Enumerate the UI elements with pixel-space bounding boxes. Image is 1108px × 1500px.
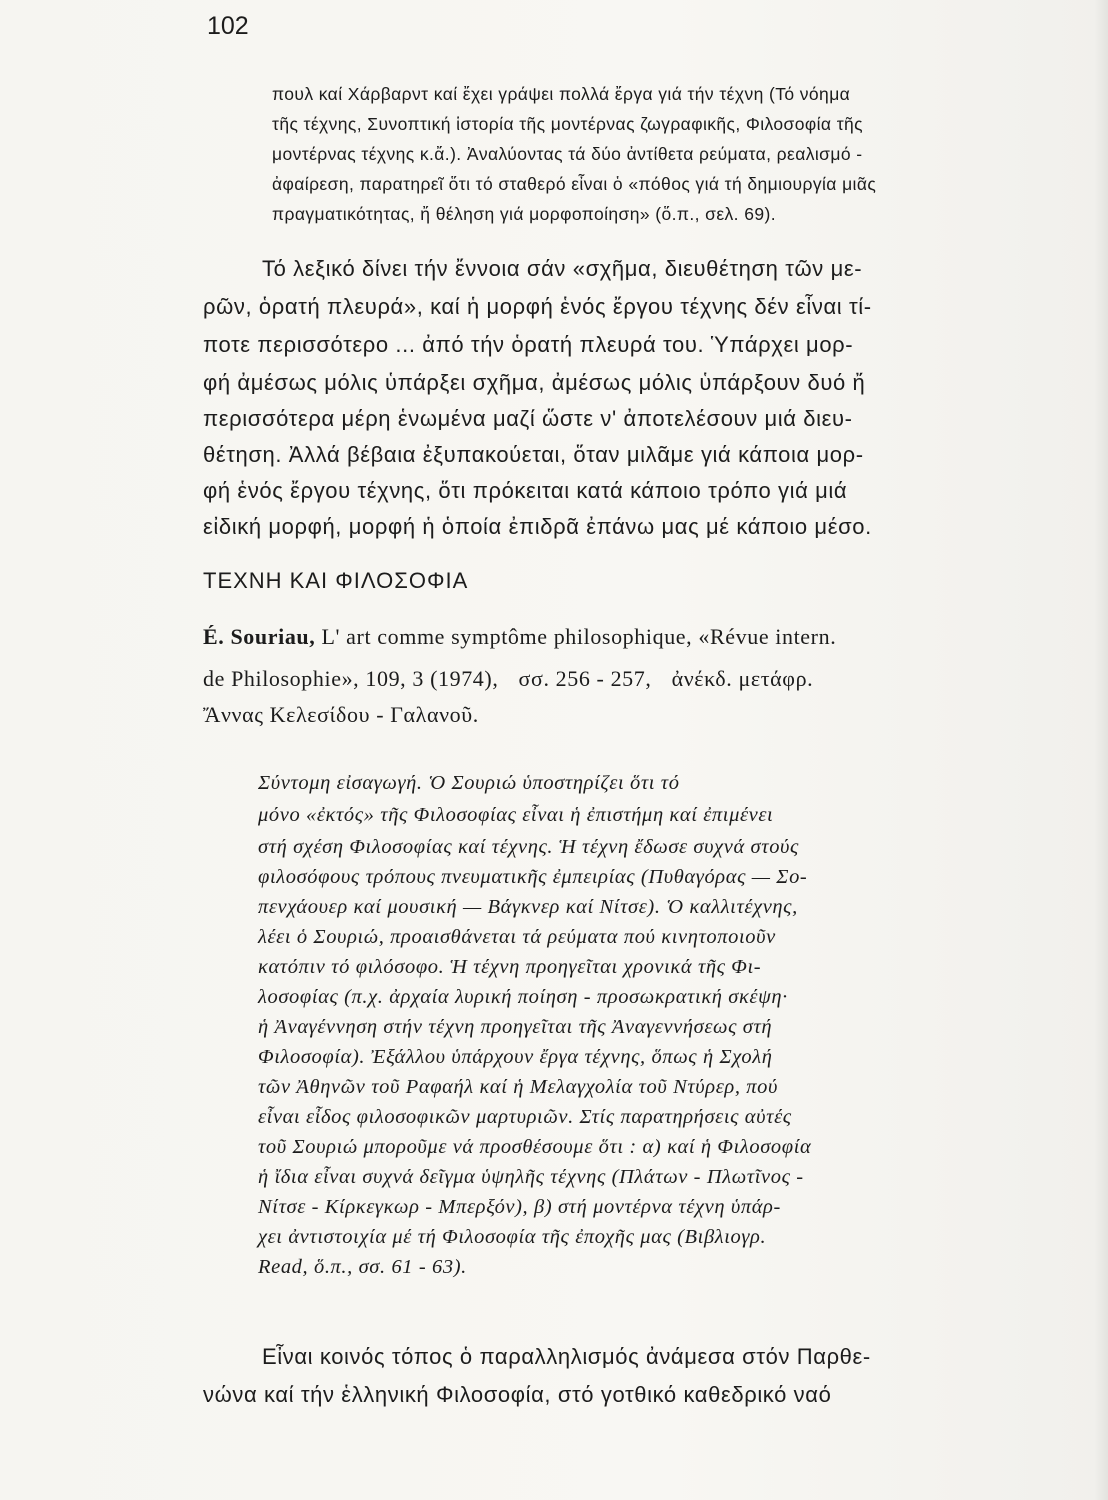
footnote-line: τῆς τέχνης, Συνοπτική ἱστορία τῆς μοντέρνας ζωγραφικῆς, Φιλοσοφία τῆς bbox=[272, 114, 863, 134]
summary-line: στή σχέση Φιλοσοφίας καί τέχνης. Ἡ τέχνη ἔδωσε συχνά στούς bbox=[258, 836, 799, 858]
body-line: θέτηση. Ἀλλά βέβαια ἐξυπακούεται, ὅταν μιλᾶμε γιά κάποια μορ- bbox=[203, 442, 864, 467]
section-heading: ΤΕΧΝΗ ΚΑΙ ΦΙΛΟΣΟΦΙΑ bbox=[203, 568, 469, 593]
summary-line: Σύντομη εἰσαγωγή. Ὁ Σουριώ ὑποστηρίζει ὅτι τό bbox=[258, 772, 680, 794]
summary-line: Φιλοσοφία). Ἐξάλλου ὑπάρχουν ἔργα τέχνης, ὅπως ἡ Σχολή bbox=[258, 1046, 773, 1068]
footnote-line: πραγματικότητας, ἤ θέληση γιά μορφοποίηση» (ὅ.π., σελ. 69). bbox=[272, 204, 776, 224]
summary-line: τοῦ Σουριώ μποροῦμε νά προσθέσουμε ὅτι : α) καί ἡ Φιλοσοφία bbox=[258, 1136, 812, 1158]
page-edge-shadow bbox=[1094, 0, 1108, 1500]
summary-line: ἡ Ἀναγέννηση στήν τέχνη προηγεῖται τῆς Ἀναγεννήσεως στή bbox=[258, 1016, 773, 1038]
body-line: φή ἀμέσως μόλις ὑπάρξει σχῆμα, ἀμέσως μόλις ὑπάρξουν δυό ἤ bbox=[203, 370, 866, 395]
summary-line: ἡ ἴδια εἶναι συχνά δεῖγμα ὑψηλῆς τέχνης (Πλάτων - Πλωτῖνος - bbox=[258, 1166, 804, 1188]
body-line: Εἶναι κοινός τόπος ὁ παραλληλισμός ἀνάμεσα στόν Παρθε- bbox=[262, 1344, 871, 1369]
summary-line: χει ἀντιστοιχία μέ τή Φιλοσοφία τῆς ἐποχῆς μας (Βιβλιογρ. bbox=[258, 1226, 767, 1248]
summary-line: λοσοφίας (π.χ. ἀρχαία λυρική ποίηση - προσωκρατική σκέψη· bbox=[258, 986, 788, 1008]
summary-line: φιλοσόφους τρόπους πνευματικῆς ἐμπειρίας (Πυθαγόρας — Σο- bbox=[258, 866, 808, 888]
body-line: ποτε περισσότερο ... ἀπό τήν ὁρατή πλευρά του. Ὑπάρχει μορ- bbox=[203, 332, 854, 357]
reference-title: L' art comme symptôme philosophique, bbox=[321, 624, 693, 649]
summary-line: λέει ὁ Σουριώ, προαισθάνεται τά ρεύματα πού κινητοποιοῦν bbox=[258, 926, 776, 948]
summary-line: κατόπιν τό φιλόσοφο. Ἡ τέχνη προηγεῖται χρονικά τῆς Φι- bbox=[258, 956, 762, 978]
reference-pages: σσ. 256 - 257, bbox=[518, 666, 652, 691]
body-line: εἰδική μορφή, μορφή ἡ ὁποία ἐπιδρᾶ ἐπάνω μας μέ κάποιο μέσο. bbox=[203, 514, 872, 539]
footnote-line: πουλ καί Χάρβαρντ καί ἔχει γράψει πολλά ἔργα γιά τήν τέχνη (Τό νόημα bbox=[272, 84, 851, 104]
summary-line: εἶναι εἶδος φιλοσοφικῶν μαρτυριῶν. Στίς παρατηρήσεις αὐτές bbox=[258, 1106, 792, 1128]
summary-line: τῶν Ἀθηνῶν τοῦ Ραφαήλ καί ἡ Μελαγχολία τοῦ Ντύρερ, πού bbox=[258, 1076, 779, 1098]
reference-journal: «Révue intern. bbox=[698, 624, 837, 649]
body-line: νώνα καί τήν ἑλληνική Φιλοσοφία, στό γοτθικό καθεδρικό ναό bbox=[203, 1382, 832, 1407]
footnote-line: μοντέρνας τέχνης κ.ἄ.). Ἀναλύοντας τά δύο ἀντίθετα ρεύματα, ρεαλισμό - bbox=[272, 144, 863, 164]
summary-line: πενχάουερ καί μουσική — Βάγκνερ καί Νίτσε). Ὁ καλλιτέχνης, bbox=[258, 896, 798, 918]
reference-translator: Ἄννας Κελεσίδου - Γαλανοῦ. bbox=[203, 702, 479, 727]
body-line: φή ἑνός ἔργου τέχνης, ὅτι πρόκειται κατά κάποιο τρόπο γιά μιά bbox=[203, 478, 848, 503]
body-line: ρῶν, ὁρατή πλευρά», καί ἡ μορφή ἑνός ἔργου τέχνης δέν εἶναι τί- bbox=[203, 294, 872, 319]
summary-line: Νίτσε - Κίρκεγκωρ - Μπερξόν), β) στή μοντέρνα τέχνη ὑπάρ- bbox=[258, 1196, 781, 1218]
reference-journal-issue: de Philosophie», 109, 3 (1974), bbox=[203, 666, 499, 691]
body-line: Τό λεξικό δίνει τήν ἔννοια σάν «σχῆμα, διευθέτηση τῶν με- bbox=[262, 256, 863, 281]
summary-line: μόνο «ἐκτός» τῆς Φιλοσοφίας εἶναι ἡ ἐπιστήμη καί ἐπιμένει bbox=[258, 804, 774, 826]
reference-translation: ἀνέκδ. μετάφρ. bbox=[671, 666, 814, 691]
reference-author: É. Souriau, bbox=[203, 624, 316, 649]
page-number: 102 bbox=[207, 12, 249, 40]
summary-line: Read, ὅ.π., σσ. 61 - 63). bbox=[258, 1256, 467, 1278]
footnote-line: ἀφαίρεση, παρατηρεῖ ὅτι τό σταθερό εἶναι ὁ «πόθος γιά τή δημιουργία μιᾶς bbox=[272, 174, 877, 194]
body-line: περισσότερα μέρη ἑνωμένα μαζί ὥστε ν' ἀποτελέσουν μιά διευ- bbox=[203, 406, 853, 431]
